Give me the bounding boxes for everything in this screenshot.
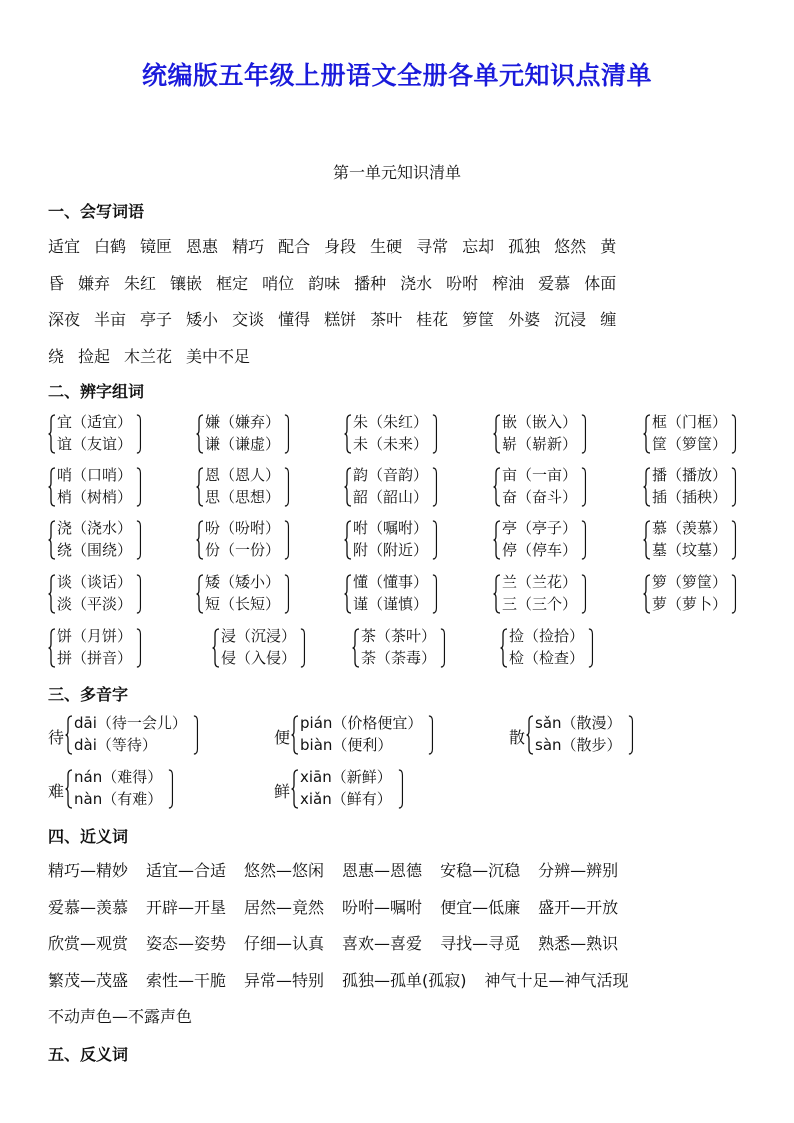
synonym-pair: 便宜—低廉 bbox=[440, 897, 521, 917]
group-line: 浇（浇水） bbox=[57, 519, 133, 537]
right-brace bbox=[136, 414, 144, 454]
group-line: 萝（萝卜） bbox=[652, 595, 728, 613]
vocab-word: 绕 bbox=[48, 346, 65, 366]
group-line: 朱（朱红） bbox=[353, 413, 429, 431]
vocab-word: 悠然 bbox=[554, 237, 587, 256]
synonym-line bbox=[48, 931, 636, 954]
vocab-word: 木兰花 bbox=[124, 346, 173, 366]
section-heading-polyphones: 三、多音字 bbox=[48, 685, 129, 704]
group-line: 懂（懂事） bbox=[353, 573, 429, 591]
right-brace bbox=[731, 574, 739, 614]
left-brace bbox=[48, 414, 57, 454]
vocab-word: 捡起 bbox=[78, 346, 111, 366]
left-brace bbox=[291, 715, 300, 755]
left-brace bbox=[643, 520, 652, 560]
polyphone-reading: nán（难得） bbox=[74, 768, 163, 786]
vocab-word: 镜匣 bbox=[140, 237, 173, 256]
group-line: 韶（韶山） bbox=[353, 488, 429, 506]
vocab-word: 外婆 bbox=[508, 310, 541, 329]
right-brace bbox=[284, 467, 292, 507]
group-line: 亩（一亩） bbox=[502, 466, 578, 484]
group-line: 宜（适宜） bbox=[57, 413, 133, 431]
polyphone-reading: dāi（待一会儿） bbox=[74, 714, 187, 732]
vocab-word: 嫌弃 bbox=[78, 273, 111, 293]
right-brace bbox=[588, 628, 596, 668]
right-brace bbox=[284, 414, 292, 454]
vocab-word: 身段 bbox=[324, 237, 357, 256]
right-brace bbox=[136, 520, 144, 560]
synonym-pair: 悠然—悠闲 bbox=[244, 861, 325, 880]
group-line: 崭（崭新） bbox=[502, 435, 578, 453]
left-brace bbox=[500, 628, 509, 668]
vocab-word: 体面 bbox=[584, 273, 617, 293]
group-line: 份（一份） bbox=[205, 541, 281, 559]
left-brace bbox=[643, 467, 652, 507]
left-brace bbox=[48, 628, 57, 668]
group-line: 饼（月饼） bbox=[57, 627, 133, 645]
synonym-pair: 繁茂—茂盛 bbox=[48, 970, 129, 990]
group-line: 谨（谨慎） bbox=[353, 595, 429, 613]
polyphone-reading: biàn（便利） bbox=[300, 736, 393, 754]
synonym-pair: 恩惠—恩德 bbox=[342, 861, 423, 880]
right-brace bbox=[581, 574, 589, 614]
left-brace bbox=[48, 574, 57, 614]
group-line: 咐（嘱咐） bbox=[353, 519, 429, 537]
document-title: 统编版五年级上册语文全册各单元知识点清单 bbox=[141, 61, 652, 90]
vocab-word: 缠 bbox=[600, 310, 617, 329]
vocab-word: 韵味 bbox=[308, 273, 341, 293]
section-heading-antonyms: 五、反义词 bbox=[48, 1045, 129, 1064]
vocab-word: 精巧 bbox=[232, 237, 265, 256]
synonym-line bbox=[48, 1004, 210, 1027]
group-line: 兰（兰花） bbox=[502, 573, 578, 591]
synonym-pair: 分辨—辨别 bbox=[538, 861, 619, 880]
right-brace bbox=[193, 715, 201, 755]
synonym-pair: 适宜—合适 bbox=[146, 861, 227, 880]
right-brace bbox=[168, 769, 176, 809]
left-brace bbox=[643, 574, 652, 614]
right-brace bbox=[731, 414, 739, 454]
right-brace bbox=[628, 715, 636, 755]
group-line: 短（长短） bbox=[205, 595, 281, 613]
vocab-word: 配合 bbox=[278, 237, 311, 256]
group-line: 慕（羡慕） bbox=[652, 519, 728, 537]
vocab-word: 深夜 bbox=[48, 310, 81, 329]
right-brace bbox=[428, 715, 436, 755]
group-line: 播（播放） bbox=[652, 466, 728, 484]
group-line: 谦（谦虚） bbox=[205, 435, 281, 453]
unit-title: 第一单元知识清单 bbox=[332, 163, 461, 182]
vocab-word: 榨油 bbox=[492, 273, 525, 293]
left-brace bbox=[291, 769, 300, 809]
left-brace bbox=[65, 769, 74, 809]
group-line: 淡（平淡） bbox=[57, 595, 133, 613]
right-brace bbox=[432, 414, 440, 454]
right-brace bbox=[581, 414, 589, 454]
synonym-pair: 神气十足—神气活现 bbox=[484, 970, 629, 990]
group-line: 拼（拼音） bbox=[57, 649, 133, 667]
left-brace bbox=[344, 574, 353, 614]
vocab-word: 朱红 bbox=[124, 273, 157, 293]
synonym-pair: 仔细—认真 bbox=[244, 934, 325, 953]
synonym-pair: 居然—竟然 bbox=[244, 897, 325, 917]
synonym-pair: 异常—特别 bbox=[244, 970, 325, 990]
group-line: 检（检查） bbox=[509, 649, 585, 667]
group-line: 插（插秧） bbox=[652, 488, 728, 506]
polyphone-char: 散 bbox=[509, 728, 526, 747]
left-brace bbox=[196, 574, 205, 614]
vocab-word: 茶叶 bbox=[370, 310, 403, 329]
group-line: 墓（坟墓） bbox=[652, 541, 728, 559]
synonym-pair: 盛开—开放 bbox=[538, 897, 619, 917]
vocab-word: 亭子 bbox=[140, 310, 173, 329]
polyphone-reading: nàn（有难） bbox=[74, 790, 163, 808]
section-heading-char-groups: 二、辨字组词 bbox=[48, 382, 145, 401]
group-line: 荼（荼毒） bbox=[361, 649, 437, 667]
left-brace bbox=[493, 574, 502, 614]
synonym-pair: 欣赏—观赏 bbox=[48, 934, 129, 953]
right-brace bbox=[398, 769, 406, 809]
vocab-word: 吩咐 bbox=[446, 273, 479, 293]
group-line: 矮（矮小） bbox=[205, 573, 281, 591]
vocab-word: 恩惠 bbox=[186, 237, 219, 256]
right-brace bbox=[300, 628, 308, 668]
synonym-pair: 喜欢—喜爱 bbox=[342, 934, 423, 953]
synonym-pair: 开辟—开垦 bbox=[146, 897, 227, 917]
left-brace bbox=[196, 520, 205, 560]
right-brace bbox=[731, 520, 739, 560]
vocab-word: 白鹤 bbox=[94, 237, 127, 256]
left-brace bbox=[48, 467, 57, 507]
left-brace bbox=[212, 628, 221, 668]
group-line: 嵌（嵌入） bbox=[502, 413, 578, 431]
right-brace bbox=[136, 467, 144, 507]
polyphone-char: 鲜 bbox=[274, 782, 291, 801]
left-brace bbox=[196, 414, 205, 454]
synonym-pair: 精巧—精妙 bbox=[48, 861, 129, 880]
right-brace bbox=[136, 628, 144, 668]
polyphone-reading: xiān（新鲜） bbox=[300, 768, 392, 786]
left-brace bbox=[493, 414, 502, 454]
vocab-word: 半亩 bbox=[94, 310, 127, 329]
left-brace bbox=[493, 467, 502, 507]
group-line: 谊（友谊） bbox=[57, 435, 133, 453]
vocab-word: 懂得 bbox=[278, 310, 311, 329]
synonym-line bbox=[48, 858, 636, 881]
left-brace bbox=[196, 467, 205, 507]
left-brace bbox=[526, 715, 535, 755]
group-line: 亭（亭子） bbox=[502, 519, 578, 537]
group-line: 筐（箩筐） bbox=[652, 435, 728, 453]
vocab-word: 寻常 bbox=[416, 237, 449, 256]
vocab-word: 黄 bbox=[600, 237, 617, 256]
polyphone-char: 便 bbox=[274, 728, 291, 747]
right-brace bbox=[581, 520, 589, 560]
vocab-word: 生硬 bbox=[370, 237, 403, 256]
vocab-line bbox=[48, 344, 264, 367]
polyphone-reading: dài（等待） bbox=[74, 736, 157, 754]
left-brace bbox=[493, 520, 502, 560]
vocab-word: 爱慕 bbox=[538, 273, 571, 293]
group-line: 绕（围绕） bbox=[57, 541, 133, 559]
group-line: 吩（吩咐） bbox=[205, 519, 281, 537]
right-brace bbox=[581, 467, 589, 507]
vocab-line bbox=[48, 307, 630, 330]
group-line: 侵（入侵） bbox=[221, 649, 297, 667]
polyphone-reading: xiǎn（鲜有） bbox=[300, 790, 392, 808]
vocab-word: 框定 bbox=[216, 273, 249, 293]
group-line: 捡（捡拾） bbox=[509, 627, 585, 645]
vocab-word: 沉浸 bbox=[554, 310, 587, 329]
group-line: 哨（口哨） bbox=[57, 466, 133, 484]
synonym-pair: 熟悉—熟识 bbox=[538, 934, 619, 953]
vocab-line bbox=[48, 271, 630, 294]
polyphone-reading: sàn（散步） bbox=[535, 736, 622, 754]
vocab-word: 糕饼 bbox=[324, 310, 357, 329]
vocab-word: 美中不足 bbox=[186, 346, 251, 366]
section-heading-synonyms: 四、近义词 bbox=[48, 827, 129, 846]
group-line: 恩（恩人） bbox=[205, 466, 281, 484]
vocab-word: 孤独 bbox=[508, 237, 541, 256]
vocab-word: 播种 bbox=[354, 273, 387, 293]
left-brace bbox=[344, 414, 353, 454]
left-brace bbox=[65, 715, 74, 755]
vocab-word: 昏 bbox=[48, 273, 65, 293]
left-brace bbox=[352, 628, 361, 668]
vocab-word: 忘却 bbox=[462, 237, 495, 256]
section-heading-vocab: 一、会写词语 bbox=[48, 202, 145, 221]
synonym-pair: 孤独—孤单(孤寂) bbox=[342, 970, 467, 990]
left-brace bbox=[48, 520, 57, 560]
synonym-pair: 安稳—沉稳 bbox=[440, 861, 521, 880]
vocab-line bbox=[48, 234, 630, 257]
group-line: 三（三个） bbox=[502, 595, 578, 613]
group-line: 箩（箩筐） bbox=[652, 573, 728, 591]
group-line: 框（门框） bbox=[652, 413, 728, 431]
polyphone-char: 难 bbox=[48, 782, 65, 801]
right-brace bbox=[284, 574, 292, 614]
synonym-pair: 寻找—寻觅 bbox=[440, 934, 521, 953]
group-line: 停（停车） bbox=[502, 541, 578, 559]
group-line: 思（思想） bbox=[205, 488, 281, 506]
vocab-word: 哨位 bbox=[262, 273, 295, 293]
synonym-pair: 爱慕—羡慕 bbox=[48, 897, 129, 917]
group-line: 浸（沉浸） bbox=[221, 627, 297, 645]
vocab-word: 矮小 bbox=[186, 310, 219, 329]
vocab-word: 浇水 bbox=[400, 273, 433, 293]
group-line: 谈（谈话） bbox=[57, 573, 133, 591]
left-brace bbox=[344, 520, 353, 560]
right-brace bbox=[731, 467, 739, 507]
group-line: 奋（奋斗） bbox=[502, 488, 578, 506]
group-line: 附（附近） bbox=[353, 541, 429, 559]
synonym-pair: 吩咐—嘱咐 bbox=[342, 897, 423, 917]
synonym-line bbox=[48, 895, 636, 918]
left-brace bbox=[344, 467, 353, 507]
group-line: 梢（树梢） bbox=[57, 488, 133, 506]
polyphone-char: 待 bbox=[48, 728, 65, 747]
synonym-line bbox=[48, 968, 647, 991]
right-brace bbox=[284, 520, 292, 560]
synonym-pair: 不动声色—不露声色 bbox=[48, 1007, 193, 1026]
group-line: 未（未来） bbox=[353, 435, 429, 453]
group-line: 茶（茶叶） bbox=[361, 627, 437, 645]
polyphone-reading: pián（价格便宜） bbox=[300, 714, 423, 732]
polyphone-reading: sǎn（散漫） bbox=[535, 714, 622, 732]
vocab-word: 镶嵌 bbox=[170, 273, 203, 293]
right-brace bbox=[136, 574, 144, 614]
right-brace bbox=[440, 628, 448, 668]
vocab-word: 箩筐 bbox=[462, 310, 495, 329]
group-line: 韵（音韵） bbox=[353, 466, 429, 484]
synonym-pair: 姿态—姿势 bbox=[146, 934, 227, 953]
group-line: 嫌（嫌弃） bbox=[205, 413, 281, 431]
right-brace bbox=[432, 520, 440, 560]
synonym-pair: 索性—干脆 bbox=[146, 970, 227, 990]
vocab-word: 桂花 bbox=[416, 310, 449, 329]
right-brace bbox=[432, 574, 440, 614]
vocab-word: 适宜 bbox=[48, 237, 81, 256]
right-brace bbox=[432, 467, 440, 507]
vocab-word: 交谈 bbox=[232, 310, 265, 329]
left-brace bbox=[643, 414, 652, 454]
